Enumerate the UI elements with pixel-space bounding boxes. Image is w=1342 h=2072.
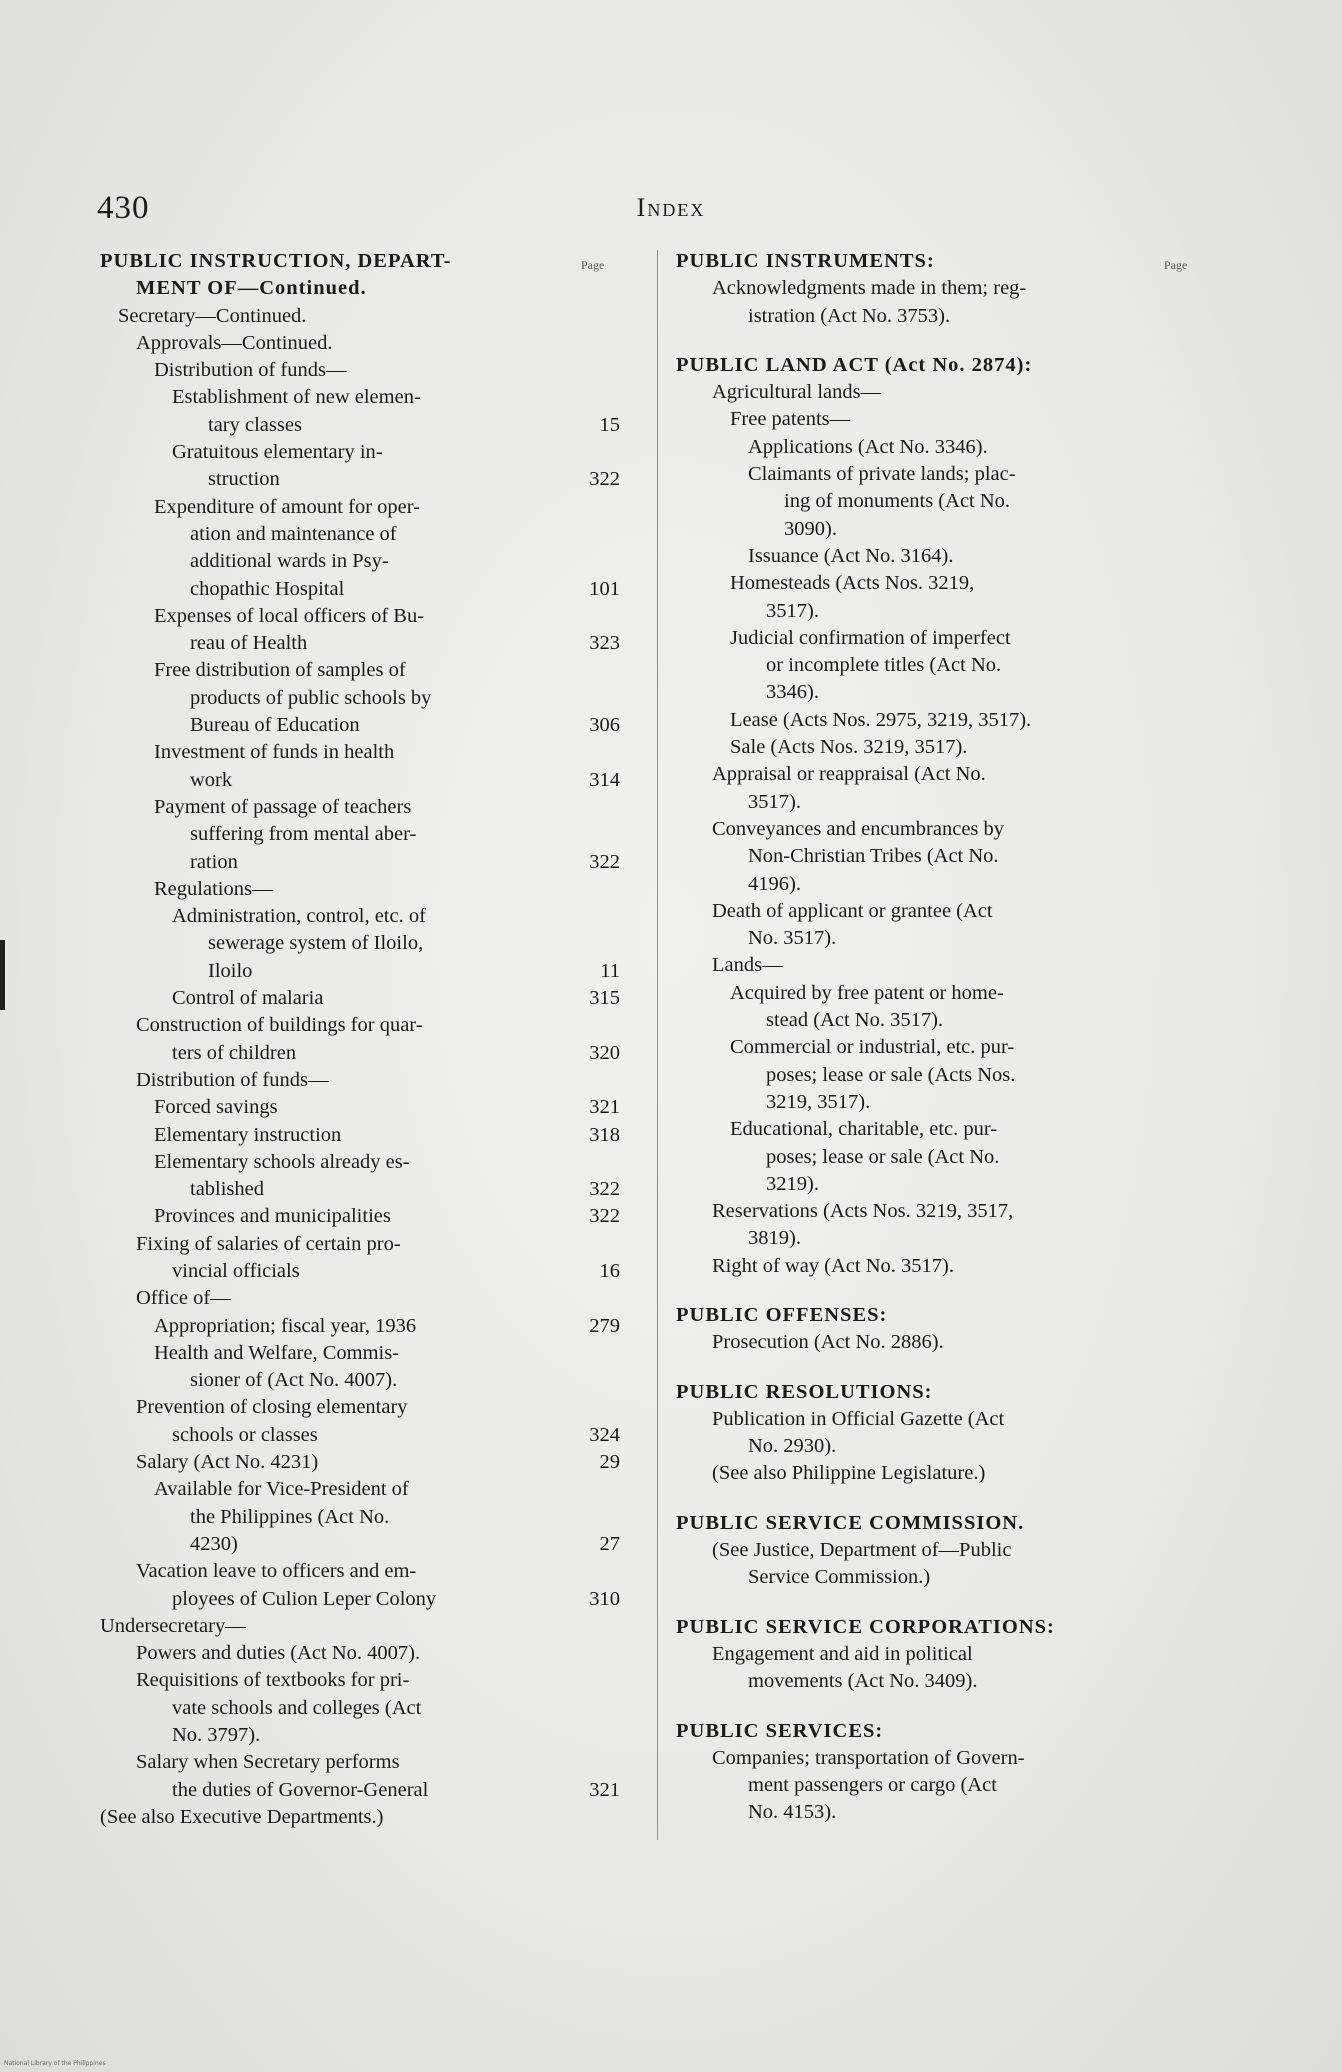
entry-text: suffering from mental aber-: [190, 823, 417, 846]
entry-text: Requisitions of textbooks for pri-: [136, 1669, 410, 1692]
entry-text: Gratuitous elementary in-: [172, 441, 383, 464]
entry-text: Construction of buildings for quar-: [136, 1014, 423, 1037]
entry-text: Available for Vice-President of: [154, 1478, 409, 1501]
entry-gap: [676, 1280, 1236, 1302]
index-heading: [100, 248, 620, 275]
index-entry: [100, 1695, 620, 1722]
entry-text: poses; lease or sale (Acts Nos.: [766, 1063, 1016, 1086]
index-entry: [676, 379, 1236, 406]
entry-text: MENT OF—Continued.: [136, 277, 367, 300]
entry-text: the Philippines (Act No.: [190, 1505, 390, 1528]
index-entry: [100, 1313, 620, 1340]
entry-page-number: 279: [589, 1314, 620, 1337]
index-entry: [676, 734, 1236, 761]
entry-text: ation and maintenance of: [190, 522, 397, 545]
entry-text: sioner of (Act No. 4007).: [190, 1369, 398, 1392]
index-entry: [100, 903, 620, 930]
index-entry: [676, 1062, 1236, 1089]
entry-text: Provinces and municipalities: [154, 1205, 391, 1228]
entry-text: Death of applicant or grantee (Act: [712, 899, 993, 922]
index-entry: [100, 876, 620, 903]
entry-text: Powers and duties (Act No. 4007).: [136, 1642, 421, 1665]
entry-page-number: 322: [589, 1178, 620, 1201]
index-entry: [676, 1745, 1236, 1772]
index-entry: [100, 1586, 620, 1613]
index-entry: [676, 1007, 1236, 1034]
entry-text: vate schools and colleges (Act: [172, 1696, 422, 1719]
index-entry: [100, 1804, 620, 1831]
index-entry: [100, 1258, 620, 1285]
entry-text: Forced savings: [154, 1096, 278, 1119]
entry-text: Vacation leave to officers and em-: [136, 1560, 417, 1583]
entry-page-number: 318: [589, 1123, 620, 1146]
index-entry: [100, 630, 620, 657]
entry-text: istration (Act No. 3753).: [748, 304, 951, 327]
entry-text: ployees of Culion Leper Colony: [172, 1587, 437, 1610]
entry-text: Payment of passage of teachers: [154, 795, 412, 818]
index-entry: [676, 843, 1236, 870]
entry-text: (See also Philippine Legislature.): [712, 1462, 986, 1485]
index-entry: [100, 412, 620, 439]
index-entry: [100, 439, 620, 466]
index-entry: [100, 794, 620, 821]
entry-text: work: [190, 768, 233, 791]
entry-text: 4196).: [748, 872, 801, 895]
entry-text: poses; lease or sale (Act No.: [766, 1145, 1000, 1168]
entry-text: stead (Act No. 3517).: [766, 1009, 944, 1032]
index-entry: [676, 1089, 1236, 1116]
index-entry: [100, 1203, 620, 1230]
index-entry: [100, 1558, 620, 1585]
entry-text: Distribution of funds—: [154, 359, 347, 382]
entry-page-number: 314: [589, 768, 620, 791]
running-head: Index: [636, 193, 706, 222]
entry-text: (See also Executive Departments.): [100, 1805, 384, 1828]
entry-page-number: 15: [599, 413, 620, 436]
entry-text: PUBLIC LAND ACT (Act No. 2874):: [676, 353, 1033, 376]
entry-text: tablished: [190, 1178, 265, 1201]
index-entry: [676, 1564, 1236, 1591]
entry-text: Sale (Acts Nos. 3219, 3517).: [730, 736, 968, 759]
entry-text: 3219, 3517).: [766, 1090, 871, 1113]
entry-text: Elementary instruction: [154, 1123, 342, 1146]
entry-text: Service Commission.): [748, 1566, 931, 1589]
entry-text: chopathic Hospital: [190, 577, 345, 600]
entry-page-number: 101: [589, 577, 620, 600]
index-entry: [100, 1504, 620, 1531]
entry-page-number: 29: [599, 1451, 620, 1474]
entry-text: Right of way (Act No. 3517).: [712, 1254, 954, 1277]
index-entry: [676, 1406, 1236, 1433]
index-entry: [676, 1253, 1236, 1280]
entry-text: Appraisal or reappraisal (Act No.: [712, 763, 986, 786]
entry-page-number: 306: [589, 714, 620, 737]
entry-text: Office of—: [136, 1287, 231, 1310]
entry-text: PUBLIC SERVICE COMMISSION.: [676, 1511, 1025, 1534]
index-entry: [100, 384, 620, 411]
index-entry: [100, 1012, 620, 1039]
entry-text: Free patents—: [730, 408, 851, 431]
index-entry: [100, 1531, 620, 1558]
index-entry: [676, 707, 1236, 734]
index-entry: [676, 570, 1236, 597]
entry-text: Conveyances and encumbrances by: [712, 817, 1005, 840]
entry-text: 3517).: [766, 599, 819, 622]
index-entry: [100, 958, 620, 985]
index-entry: [100, 548, 620, 575]
entry-gap: [676, 1592, 1236, 1614]
index-heading: [676, 1510, 1236, 1537]
index-entry: [676, 1641, 1236, 1668]
entry-text: Iloilo: [208, 959, 253, 982]
index-entry: [100, 930, 620, 957]
entry-text: Salary (Act No. 4231): [136, 1451, 319, 1474]
entry-text: Companies; transportation of Govern-: [712, 1746, 1025, 1769]
entry-text: ment passengers or cargo (Act: [748, 1774, 997, 1797]
index-heading: [676, 1718, 1236, 1745]
index-entry: [100, 1613, 620, 1640]
entry-page-number: 322: [589, 468, 620, 491]
entry-text: Distribution of funds—: [136, 1068, 329, 1091]
entry-text: or incomplete titles (Act No.: [766, 654, 1002, 677]
index-entry: [676, 1329, 1236, 1356]
index-entry: [100, 1122, 620, 1149]
entry-text: PUBLIC INSTRUCTION, DEPART-: [100, 250, 452, 272]
index-heading: [100, 275, 620, 302]
index-entry: [100, 303, 620, 330]
entry-text: PUBLIC OFFENSES:: [676, 1303, 888, 1326]
entry-text: Homesteads (Acts Nos. 3219,: [730, 572, 975, 595]
entry-text: No. 3517).: [748, 927, 837, 950]
index-entry: [676, 461, 1236, 488]
entry-text: No. 4153).: [748, 1801, 837, 1824]
entry-text: Claimants of private lands; plac-: [748, 463, 1016, 486]
index-entry: [676, 871, 1236, 898]
entry-text: No. 3797).: [172, 1724, 261, 1747]
index-entry: [100, 466, 620, 493]
right-column: [676, 248, 1236, 1827]
entry-text: Health and Welfare, Commis-: [154, 1341, 400, 1364]
index-entry: [100, 1285, 620, 1312]
entry-page-number: 323: [589, 632, 620, 655]
index-entry: [676, 1799, 1236, 1826]
entry-text: Bureau of Education: [190, 714, 360, 737]
index-entry: [676, 303, 1236, 330]
left-column: [100, 248, 620, 1831]
index-entry: [676, 1116, 1236, 1143]
entry-text: PUBLIC SERVICES:: [676, 1719, 884, 1742]
footer-note: National Library of the Philippines: [4, 2060, 106, 2067]
index-entry: [676, 1772, 1236, 1799]
entry-text: tary classes: [208, 413, 302, 436]
entry-text: Approvals—Continued.: [136, 331, 333, 354]
index-entry: [100, 985, 620, 1012]
index-entry: [676, 543, 1236, 570]
index-entry: [100, 1149, 620, 1176]
entry-text: 3219).: [766, 1172, 819, 1195]
entry-text: Investment of funds in health: [154, 741, 395, 764]
page-column-header-left: Page: [581, 258, 605, 272]
entry-text: Free distribution of samples of: [154, 659, 406, 682]
entry-text: Establishment of new elemen-: [172, 386, 421, 409]
entry-text: PUBLIC RESOLUTIONS:: [676, 1380, 933, 1403]
entry-text: Prosecution (Act No. 2886).: [712, 1331, 944, 1354]
index-entry: [100, 712, 620, 739]
entry-text: Applications (Act No. 3346).: [748, 435, 988, 458]
entry-text: vincial officials: [172, 1259, 300, 1282]
entry-text: Agricultural lands—: [712, 381, 882, 404]
entry-text: Lease (Acts Nos. 2975, 3219, 3517).: [730, 708, 1032, 731]
index-heading: [676, 1379, 1236, 1406]
index-entry: [676, 1144, 1236, 1171]
entry-text: (See Justice, Department of—Public: [712, 1539, 1012, 1562]
entry-gap: [676, 330, 1236, 352]
entry-page-number: 322: [589, 850, 620, 873]
index-entry: [100, 1394, 620, 1421]
index-entry: [100, 1176, 620, 1203]
index-entry: [676, 1171, 1236, 1198]
entry-text: Administration, control, etc. of: [172, 905, 426, 928]
entry-text: ing of monuments (Act No.: [784, 490, 1011, 513]
column-divider: [657, 250, 658, 1840]
entry-page-number: 16: [599, 1259, 620, 1282]
index-entry: [676, 1034, 1236, 1061]
entry-gap: [676, 1696, 1236, 1718]
index-entry: [100, 1777, 620, 1804]
index-entry: [100, 849, 620, 876]
index-entry: [100, 1749, 620, 1776]
entry-text: Secretary—Continued.: [118, 304, 307, 327]
index-entry: [100, 1476, 620, 1503]
entry-text: Commercial or industrial, etc. pur-: [730, 1036, 1015, 1059]
index-entry: [100, 603, 620, 630]
entry-text: Acknowledgments made in them; reg-: [712, 277, 1027, 300]
entry-text: Elementary schools already es-: [154, 1150, 410, 1173]
entry-text: Expenses of local officers of Bu-: [154, 604, 425, 627]
page-number: 430: [97, 190, 150, 226]
entry-text: Reservations (Acts Nos. 3219, 3517,: [712, 1200, 1014, 1223]
index-entry: [100, 1067, 620, 1094]
index-entry: [100, 767, 620, 794]
index-entry: [676, 761, 1236, 788]
index-entry: [676, 275, 1236, 302]
page-column-header-right: Page: [1164, 258, 1188, 272]
entry-gap: [676, 1357, 1236, 1379]
index-entry: [676, 1433, 1236, 1460]
entry-text: struction: [208, 468, 280, 491]
entry-text: Appropriation; fiscal year, 1936: [154, 1314, 417, 1337]
index-entry: [676, 434, 1236, 461]
index-entry: [676, 1537, 1236, 1564]
index-entry: [100, 1340, 620, 1367]
entry-text: PUBLIC SERVICE CORPORATIONS:: [676, 1615, 1055, 1638]
index-entry: [676, 1198, 1236, 1225]
index-entry: [676, 598, 1236, 625]
index-entry: [100, 576, 620, 603]
index-entry: [100, 657, 620, 684]
entry-text: 4230): [190, 1532, 238, 1555]
index-entry: [676, 925, 1236, 952]
index-entry: [100, 739, 620, 766]
entry-gap: [676, 1488, 1236, 1510]
entry-page-number: 321: [589, 1778, 620, 1801]
entry-text: reau of Health: [190, 632, 308, 655]
index-entry: [100, 521, 620, 548]
entry-page-number: 27: [599, 1532, 620, 1555]
entry-text: Publication in Official Gazette (Act: [712, 1407, 1005, 1430]
entry-text: 3090).: [784, 517, 837, 540]
index-entry: [676, 980, 1236, 1007]
index-entry: [676, 652, 1236, 679]
entry-text: ration: [190, 850, 238, 873]
entry-page-number: 321: [589, 1096, 620, 1119]
entry-text: PUBLIC INSTRUMENTS:: [676, 250, 935, 272]
entry-page-number: 324: [589, 1423, 620, 1446]
index-entry: [100, 1640, 620, 1667]
index-entry: [100, 821, 620, 848]
index-entry: [676, 406, 1236, 433]
binding-edge-mark: [0, 940, 5, 1010]
index-entry: [676, 898, 1236, 925]
entry-text: movements (Act No. 3409).: [748, 1670, 978, 1693]
entry-text: Salary when Secretary performs: [136, 1751, 400, 1774]
index-entry: [676, 952, 1236, 979]
entry-page-number: 315: [589, 987, 620, 1010]
index-heading: [676, 248, 1236, 275]
entry-text: Educational, charitable, etc. pur-: [730, 1118, 998, 1141]
index-entry: [676, 625, 1236, 652]
index-entry: [676, 789, 1236, 816]
entry-text: Undersecretary—: [100, 1614, 246, 1637]
entry-text: additional wards in Psy-: [190, 550, 389, 573]
index-entry: [100, 1722, 620, 1749]
entry-text: Non-Christian Tribes (Act No.: [748, 845, 999, 868]
index-entry: [676, 488, 1236, 515]
entry-text: Fixing of salaries of certain pro-: [136, 1232, 401, 1255]
index-entry: [100, 494, 620, 521]
index-heading: [676, 1302, 1236, 1329]
entry-text: Issuance (Act No. 3164).: [748, 544, 954, 567]
index-entry: [676, 516, 1236, 543]
index-entry: [100, 1040, 620, 1067]
index-entry: [100, 1449, 620, 1476]
entry-text: schools or classes: [172, 1423, 318, 1446]
index-entry: [676, 816, 1236, 843]
index-heading: [676, 352, 1236, 379]
index-entry: [100, 1367, 620, 1394]
index-entry: [100, 1094, 620, 1121]
entry-text: Judicial confirmation of imperfect: [730, 626, 1011, 649]
entry-text: Engagement and aid in political: [712, 1642, 973, 1665]
index-entry: [100, 1231, 620, 1258]
entry-text: Regulations—: [154, 877, 273, 900]
entry-text: Lands—: [712, 954, 783, 977]
index-entry: [100, 685, 620, 712]
index-heading: [676, 1614, 1236, 1641]
index-entry: [100, 1422, 620, 1449]
index-entry: [676, 1460, 1236, 1487]
entry-text: ters of children: [172, 1041, 297, 1064]
index-entry: [676, 1225, 1236, 1252]
entry-page-number: 322: [589, 1205, 620, 1228]
index-entry: [100, 1667, 620, 1694]
index-entry: [676, 1668, 1236, 1695]
entry-text: 3517).: [748, 790, 801, 813]
entry-page-number: 320: [589, 1041, 620, 1064]
entry-text: Acquired by free patent or home-: [730, 981, 1004, 1004]
index-entry: [676, 679, 1236, 706]
entry-text: products of public schools by: [190, 686, 432, 709]
index-entry: [100, 330, 620, 357]
entry-text: Expenditure of amount for oper-: [154, 495, 420, 518]
entry-text: 3819).: [748, 1227, 801, 1250]
entry-text: sewerage system of Iloilo,: [208, 932, 424, 955]
entry-text: the duties of Governor-General: [172, 1778, 429, 1801]
entry-text: 3346).: [766, 681, 819, 704]
entry-text: Control of malaria: [172, 987, 324, 1010]
entry-text: Prevention of closing elementary: [136, 1396, 408, 1419]
index-entry: [100, 357, 620, 384]
entry-page-number: 11: [600, 959, 620, 982]
entry-text: No. 2930).: [748, 1435, 837, 1458]
entry-page-number: 310: [589, 1587, 620, 1610]
